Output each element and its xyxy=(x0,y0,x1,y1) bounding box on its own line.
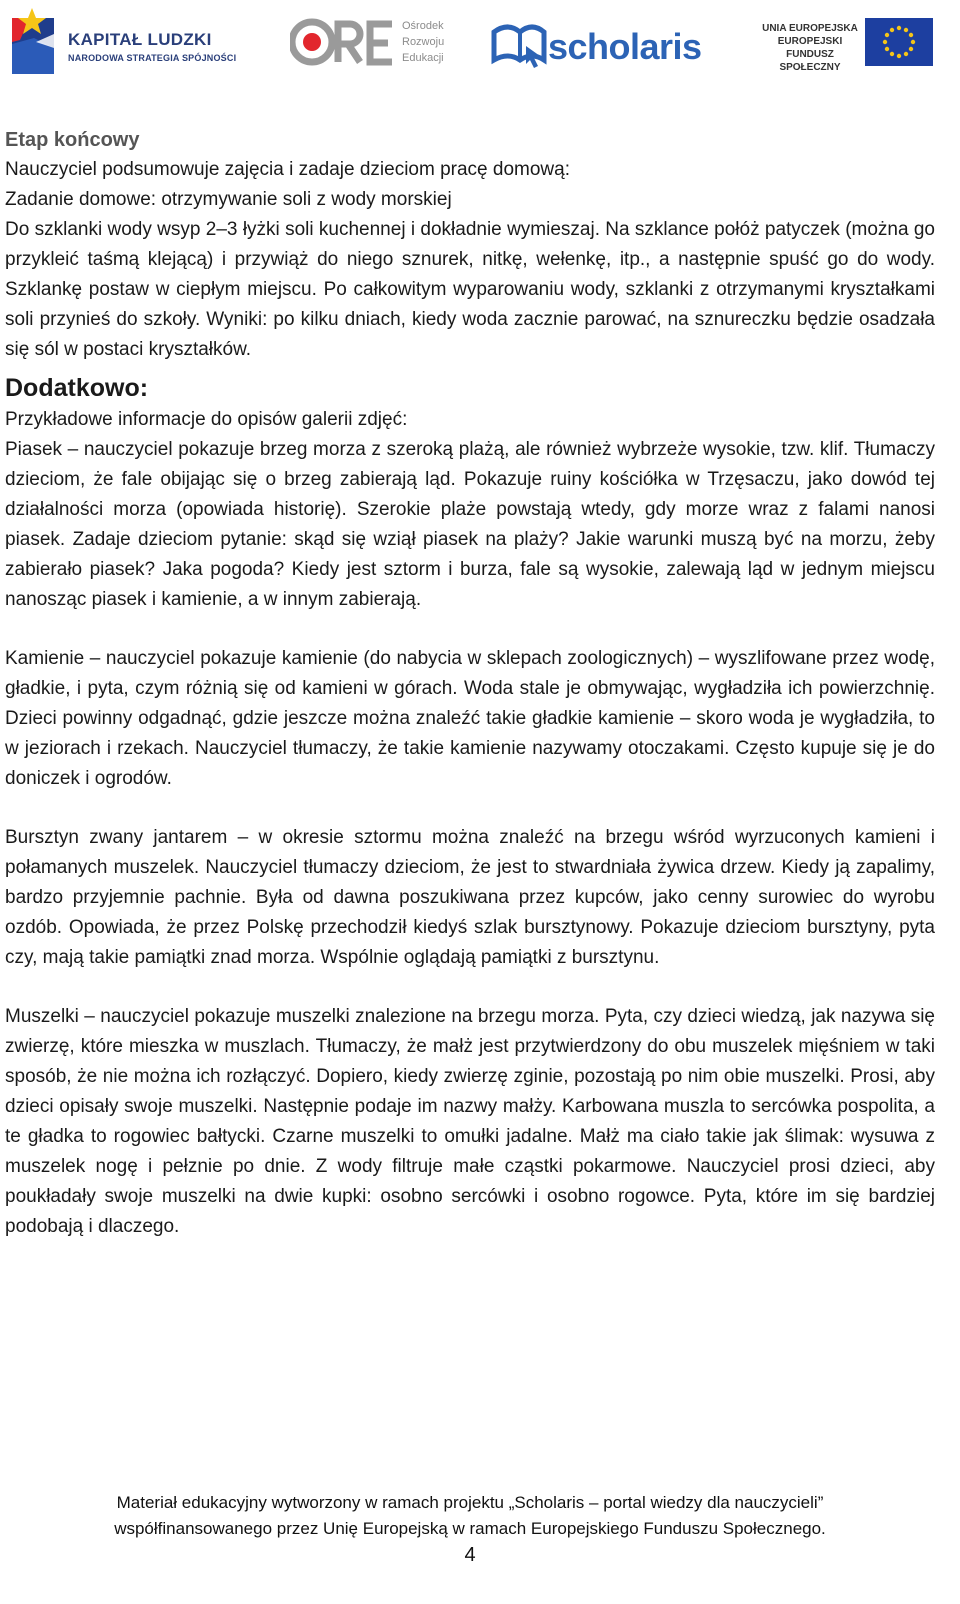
paragraph-kamienie: Kamienie – nauczyciel pokazuje kamienie (do nabycia w sklepach zoologicznych) – wyszlifowane przez wodę, gładkie, i pyta, czym różnią się od kamieni w górach. Woda stale je obmywając, wygładziła ich powierzchnię. Dzieci powinny odgadnąć, gdzie jeszcze można znaleźć takie gładkie kamienie – skoro woda je wygładziła, to w jeziorach i rzekach. Nauczyciel tłumaczy, że takie kamienie nazywamy otoczakami. Często kupuje się je do doniczek i ogrodów. xyxy=(5,648,935,789)
section-heading: Dodatkowo: xyxy=(5,374,149,402)
scholaris-book-icon xyxy=(490,16,548,70)
ore-name: Ośrodek Rozwoju Edukacji xyxy=(402,20,445,64)
eu-text: UNIA EUROPEJSKA EUROPEJSKI FUNDUSZ SPOŁECZNY xyxy=(762,23,858,73)
ore-logo xyxy=(290,8,460,78)
scholaris-logo xyxy=(490,8,710,78)
footer-line-1: Materiał edukacyjny wytworzony w ramach projektu „Scholaris – portal wiedzy dla nauczycieli” xyxy=(116,1493,824,1512)
kapital-ludzki-title: KAPITAŁ LUDZKI xyxy=(68,30,212,49)
document-body xyxy=(5,125,935,1242)
footer-line-2: współfinansowanego przez Unię Europejską w ramach Europejskiego Funduszu Społecznego. xyxy=(114,1519,826,1538)
eu-flag-icon xyxy=(865,18,933,66)
scholaris-name: scholaris xyxy=(548,26,702,67)
eu-logo xyxy=(760,8,940,78)
stage-title: Etap końcowy xyxy=(5,129,140,151)
intro-line: Nauczyciel podsumowuje zajęcia i zadaje dzieciom pracę domową: xyxy=(5,159,570,180)
kapital-ludzki-subtitle: NARODOWA STRATEGIA SPÓJNOŚCI xyxy=(68,53,237,63)
page-header xyxy=(0,0,960,90)
paragraph-piasek: Piasek – nauczyciel pokazuje brzeg morza z szeroką plażą, ale również wybrzeże wysokie, tzw. klif. Tłumaczy dzieciom, że fale obijając się o brzeg zabierają ląd. Pokazuje ruiny kościółka w Trzęsaczu, jako dowód tej działalności morza (opowiada historię). Szerokie plaże powstają wtedy, gdy morze wraz z falami nanosi piasek. Zadaje dzieciom pytanie: skąd się wziął piasek na plaży? Jakie warunki muszą być na morzu, żeby zabierało piasek? Jaka pogoda? Kiedy jest sztorm i burza, fale są wysokie, zalewają ląd w jednym miejscu nanosząc piasek i kamienie, a w innym zabierają. xyxy=(5,439,935,610)
page-footer xyxy=(0,1490,940,1542)
ore-emblem-icon xyxy=(290,18,398,66)
kapital-ludzki-emblem-icon xyxy=(8,8,58,78)
homework-paragraph: Do szklanki wody wsyp 2–3 łyżki soli kuchennej i dokładnie wymieszaj. Na szklance połóż patyczek (można go przykleić taśmą klejącą) i przywiąż do niego sznurek, nitkę, wełenkę, itp., a następnie spuść go do wody. Szklankę postaw w ciepłym miejscu. Po całkowitym wyparowaniu wody, szklanki z otrzymanymi kryształkami soli przynieś do szkoły. Wyniki: po kilku dniach, kiedy woda zacznie parować, na sznureczku będzie osadzała się sól w postaci kryształków. xyxy=(5,219,935,360)
kapital-ludzki-logo xyxy=(8,8,248,78)
paragraph-bursztyn: Bursztyn zwany jantarem – w okresie sztormu można znaleźć na brzegu wśród wyrzuconych kamieni i połamanych muszelek. Nauczyciel tłumaczy dzieciom, że jest to stwardniała żywica drzew. Kiedy ją zapalimy, bardzo przyjemnie pachnie. Była od dawna poszukiwana przez kupców, jako cenny surowiec do wyrobu ozdób. Opowiada, że przez Polskę przechodził kiedyś szlak bursztynowy. Pokazuje dzieciom bursztyny, pyta czy, mają takie pamiątki znad morza. Wspólnie oglądają pamiątki z bursztynu. xyxy=(5,827,935,968)
section-intro: Przykładowe informacje do opisów galerii zdjęć: xyxy=(5,409,408,430)
homework-title: Zadanie domowe: otrzymywanie soli z wody morskiej xyxy=(5,189,452,210)
page-number: 4 xyxy=(464,1544,476,1566)
paragraph-muszelki: Muszelki – nauczyciel pokazuje muszelki znalezione na brzegu morza. Pyta, czy dzieci wiedzą, jak nazywa się zwierzę, które mieszka w muszlach. Tłumaczy, że małż jest przytwierdzony do obu muszelek mięśniem w taki sposób, że nie można ich rozłączyć. Dopiero, kiedy zwierzę zginie, pozostają po nim obie muszelki. Prosi, aby dzieci opisały swoje muszelki. Następnie podaje im nazwy małży. Karbowana muszla to sercówka pospolita, a te gładka to rogowiec bałtycki. Czarne muszelki to omułki jadalne. Małż ma ciało takie jak ślimak: wysuwa z muszelek nogę i pełznie po dnie. Z wody filtruje małe cząstki pokarmowe. Nauczyciel prosi dzieci, aby poukładały swoje muszelki na dwie kupki: osobno sercówki i osobno rogowce. Pyta, które im się bardziej podobają i dlaczego. xyxy=(5,1006,935,1237)
